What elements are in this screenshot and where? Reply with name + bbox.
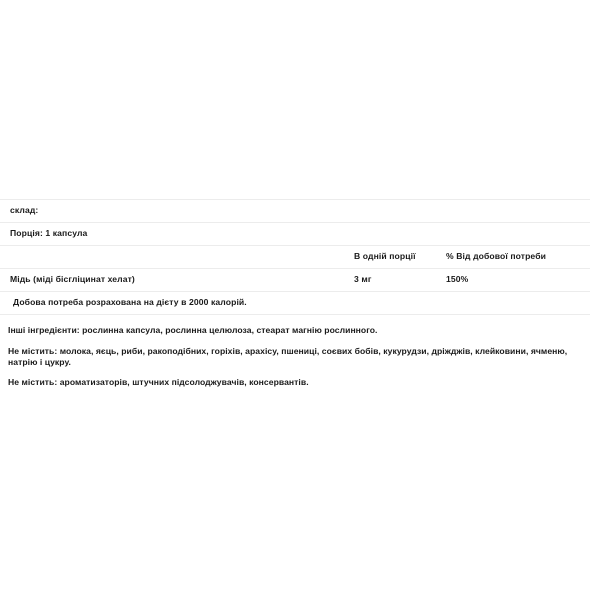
notes-section	[0, 315, 578, 388]
serving-size-label: Порція: 1 капсула	[10, 228, 88, 239]
table-row-column-headers	[0, 246, 590, 269]
ingredient-name: Мідь (міді бісгліцинат хелат)	[10, 274, 135, 285]
column-header-percent-daily-value: % Від добової потреби	[446, 251, 546, 262]
column-header-name	[0, 246, 354, 269]
table-row	[0, 269, 590, 292]
ingredient-daily-value: 150%	[446, 274, 469, 285]
table-row-serving-size	[0, 223, 590, 246]
additive-free-text: Не містить: ароматизаторів, штучних підсолоджувачів, консервантів.	[8, 377, 309, 388]
ingredient-amount: 3 мг	[354, 274, 372, 285]
table-row-title	[0, 200, 590, 223]
column-header-amount-per-serving: В одній порції	[354, 251, 416, 262]
daily-value-footnote: Добова потреба розрахована на дієту в 2000 калорій.	[13, 297, 247, 308]
supplement-facts-table	[0, 199, 590, 315]
table-row-footnote	[0, 292, 590, 315]
other-ingredients-text: Інші інгредієнти: рослинна капсула, рослинна целюлоза, стеарат магнію рослинного.	[8, 325, 378, 336]
supplement-facts-title: склад:	[10, 205, 39, 216]
allergen-free-text: Не містить: молока, яєць, риби, ракоподібних, горіхів, арахісу, пшениці, соєвих бобів, кукурудзи, дріжджів, клейковини, ячменю, натрію і цукру.	[8, 345, 568, 367]
top-whitespace	[0, 0, 600, 199]
